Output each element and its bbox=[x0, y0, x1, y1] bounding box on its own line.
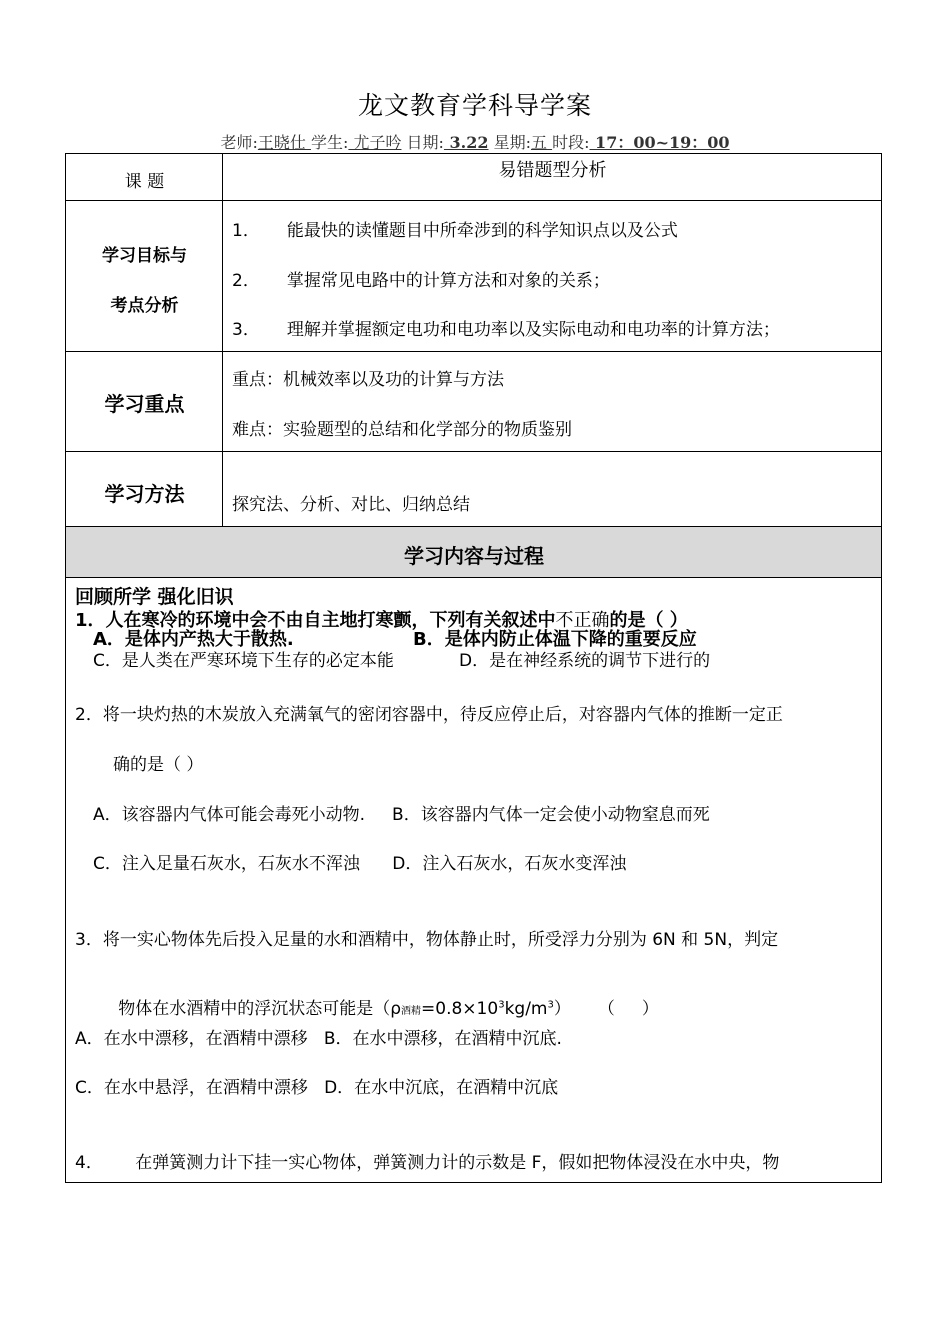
topic-label: 课 题 bbox=[124, 172, 165, 192]
goals-label-line-2: 考点分析 bbox=[110, 296, 179, 316]
q1-stem-part: 1．人在寒冷的环境中会不由自主地打寒颤，下列有关叙述中 bbox=[75, 610, 556, 631]
q3-stem-part: ） （ ） bbox=[553, 999, 659, 1019]
q3-exponent: 3 bbox=[547, 999, 554, 1011]
q1-option-a: A．是体内产热大于散热. bbox=[93, 629, 294, 650]
method-label: 学习方法 bbox=[104, 482, 185, 506]
topic-value-cell bbox=[223, 154, 882, 201]
period-label: 时段: bbox=[552, 133, 590, 152]
q3-exponent: 3 bbox=[498, 999, 505, 1011]
q3-options-cd: C．在水中悬浮，在酒精中漂移 D．在水中沉底，在酒精中沉底 bbox=[75, 1078, 559, 1098]
goals-row bbox=[66, 201, 882, 352]
period-value: 17：00~19：00 bbox=[589, 133, 730, 152]
goal-item: 3． 理解并掌握额定电功和电功率以及实际电动和电功率的计算方法； bbox=[232, 320, 780, 340]
q3-stem-part: kg/m bbox=[504, 999, 548, 1019]
focus-hard-point: 难点：实验题型的总结和化学部分的物质鉴别 bbox=[232, 420, 572, 440]
q2-stem-line-2: 确的是（ ） bbox=[113, 755, 204, 775]
goals-value-cell bbox=[223, 201, 882, 352]
teacher-label: 老师: bbox=[220, 133, 258, 152]
focus-label-cell bbox=[66, 352, 223, 452]
q1-option-c: C．是人类在严寒环境下生存的必定本能 bbox=[93, 651, 394, 671]
focus-label: 学习重点 bbox=[104, 392, 185, 416]
page-title: 龙文教育学科导学案 bbox=[357, 91, 592, 120]
date-label: 日期: bbox=[401, 133, 444, 152]
method-value-cell bbox=[223, 452, 882, 527]
method-value: 探究法、分析、对比、归纳总结 bbox=[232, 495, 470, 515]
goal-item: 1． 能最快的读懂题目中所牵涉到的科学知识点以及公式 bbox=[232, 221, 678, 241]
content-header: 学习内容与过程 bbox=[404, 544, 544, 568]
q3-stem-part: =0.8×10 bbox=[421, 999, 499, 1019]
q2-options-ab: A．该容器内气体可能会毒死小动物. B．该容器内气体一定会使小动物窒息而死 bbox=[93, 805, 710, 825]
q2-stem-line-1: 2．将一块灼热的木炭放入充满氧气的密闭容器中，待反应停止后，对容器内气体的推断一定正 bbox=[75, 705, 783, 725]
q3-stem-line-1: 3．将一实心物体先后投入足量的水和酒精中，物体静止时，所受浮力分别为 6N 和 5N，判定 bbox=[75, 930, 779, 950]
q1-option-b: B．是体内防止体温下降的重要反应 bbox=[413, 629, 697, 650]
topic-row bbox=[66, 154, 882, 201]
topic-label-cell bbox=[66, 154, 223, 201]
weekday-value: 五 bbox=[530, 133, 553, 152]
goal-item: 2． 掌握常见电路中的计算方法和对象的关系； bbox=[232, 271, 610, 291]
student-label: 学生: bbox=[310, 133, 349, 152]
review-title: 回顾所学 强化旧识 bbox=[75, 586, 234, 608]
lesson-meta bbox=[0, 130, 950, 153]
q1-stem-emphasis: 不正确 bbox=[555, 610, 610, 631]
teacher-name: 王晓仕 bbox=[257, 133, 311, 152]
content-header-cell bbox=[66, 527, 882, 578]
method-label-cell bbox=[66, 452, 223, 527]
lesson-table bbox=[65, 153, 882, 1183]
content-body-row bbox=[66, 578, 882, 1183]
q4-stem-line-1: 4． 在弹簧测力计下挂一实心物体，弹簧测力计的示数是 F，假如把物体浸没在水中央，物 bbox=[75, 1153, 780, 1173]
q3-options-ab: A．在水中漂移，在酒精中漂移 B．在水中漂移，在酒精中沉底. bbox=[75, 1029, 562, 1049]
q3-density-subscript: 酒精 bbox=[401, 1006, 422, 1017]
q1-option-d: D．是在神经系统的调节下进行的 bbox=[459, 651, 711, 671]
content-body-cell bbox=[66, 578, 882, 1183]
student-name: 尤子吟 bbox=[348, 133, 402, 152]
q1-stem-part: 的是（ ） bbox=[609, 610, 688, 631]
focus-key-point: 重点：机械效率以及功的计算与方法 bbox=[232, 370, 504, 390]
goals-label-cell bbox=[66, 201, 223, 352]
topic-value: 易错题型分析 bbox=[498, 160, 607, 181]
focus-value-cell bbox=[223, 352, 882, 452]
q3-stem-part: 物体在水酒精中的浮沉状态可能是（ρ bbox=[118, 999, 402, 1019]
goals-label-line-1: 学习目标与 bbox=[102, 246, 187, 266]
method-row bbox=[66, 452, 882, 527]
date-value: 3.22 bbox=[443, 133, 489, 152]
focus-row bbox=[66, 352, 882, 452]
content-header-row bbox=[66, 527, 882, 578]
q2-options-cd: C．注入足量石灰水，石灰水不浑浊 D．注入石灰水，石灰水变浑浊 bbox=[93, 854, 627, 874]
weekday-label: 星期: bbox=[488, 133, 531, 152]
